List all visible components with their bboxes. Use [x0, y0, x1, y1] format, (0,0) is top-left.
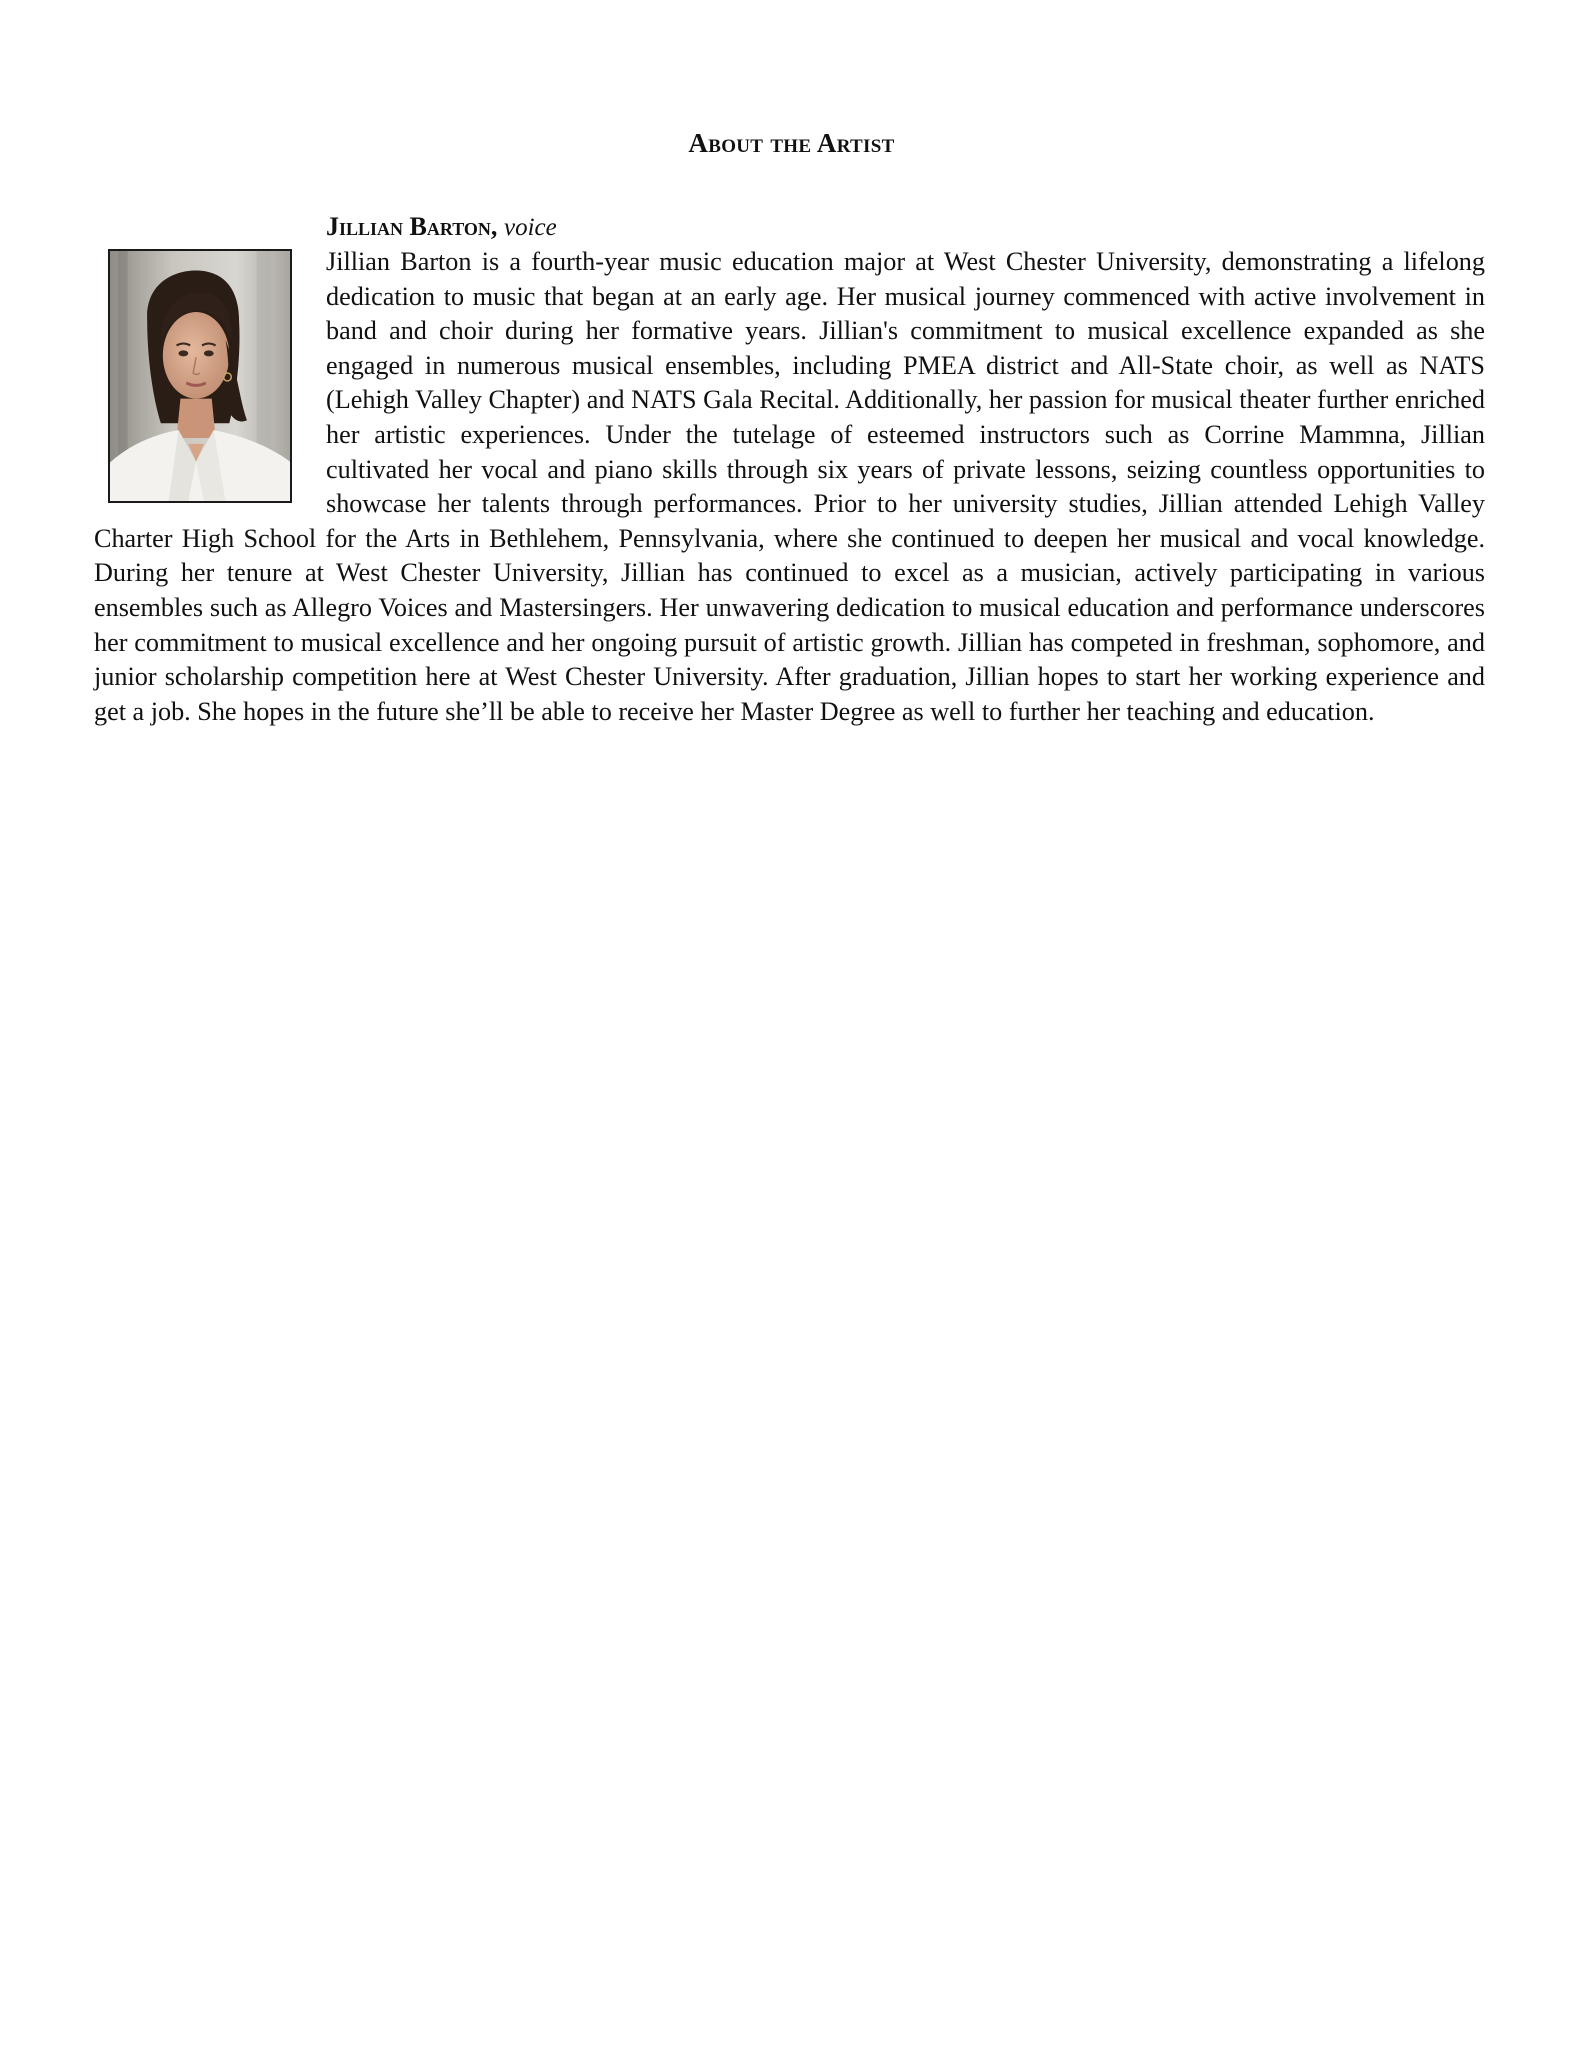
artist-bio-section: [94, 210, 1485, 729]
artist-biography: Jillian Barton is a fourth-year music education major at West Chester University, demonstrating a lifelong dedication to music that began at an early age. Her musical journey commenced with active involvement in band and choir during her formative years. Jillian's commitment to musical excellence expanded as she engaged in numerous musical ensembles, including PMEA district and All-State choir, as well as NATS (Lehigh Valley Chapter) and NATS Gala Recital. Additionally, her passion for musical theater further enriched her artistic experiences. Under the tutelage of esteemed instructors such as Corrine Mammna, Jillian cultivated her vocal and piano skills through six years of private lessons, seizing countless opportunities to showcase her talents through performances. Prior to her university studies, Jillian attended Lehigh Valley Charter High School for the Arts in Bethlehem, Pennsylvania, where she continued to deepen her musical and vocal knowledge. During her tenure at West Chester University, Jillian has continued to excel as a musician, actively participating in various ensembles such as Allegro Voices and Mastersingers. Her unwavering dedication to musical education and performance underscores her commitment to musical excellence and her ongoing pursuit of artistic growth. Jillian has competed in freshman, sophomore, and junior scholarship competition here at West Chester University. After graduation, Jillian hopes to start her working experience and get a job. She hopes in the future she’ll be able to receive her Master Degree as well to further her teaching and education.: [94, 247, 1485, 726]
page-title: About the Artist: [688, 128, 895, 158]
artist-instrument: voice: [503, 214, 557, 241]
artist-name: Jillian Barton,: [326, 212, 498, 241]
artist-portrait: [108, 249, 292, 503]
artist-heading: [94, 210, 1485, 245]
portrait-photo-icon: [110, 251, 290, 501]
